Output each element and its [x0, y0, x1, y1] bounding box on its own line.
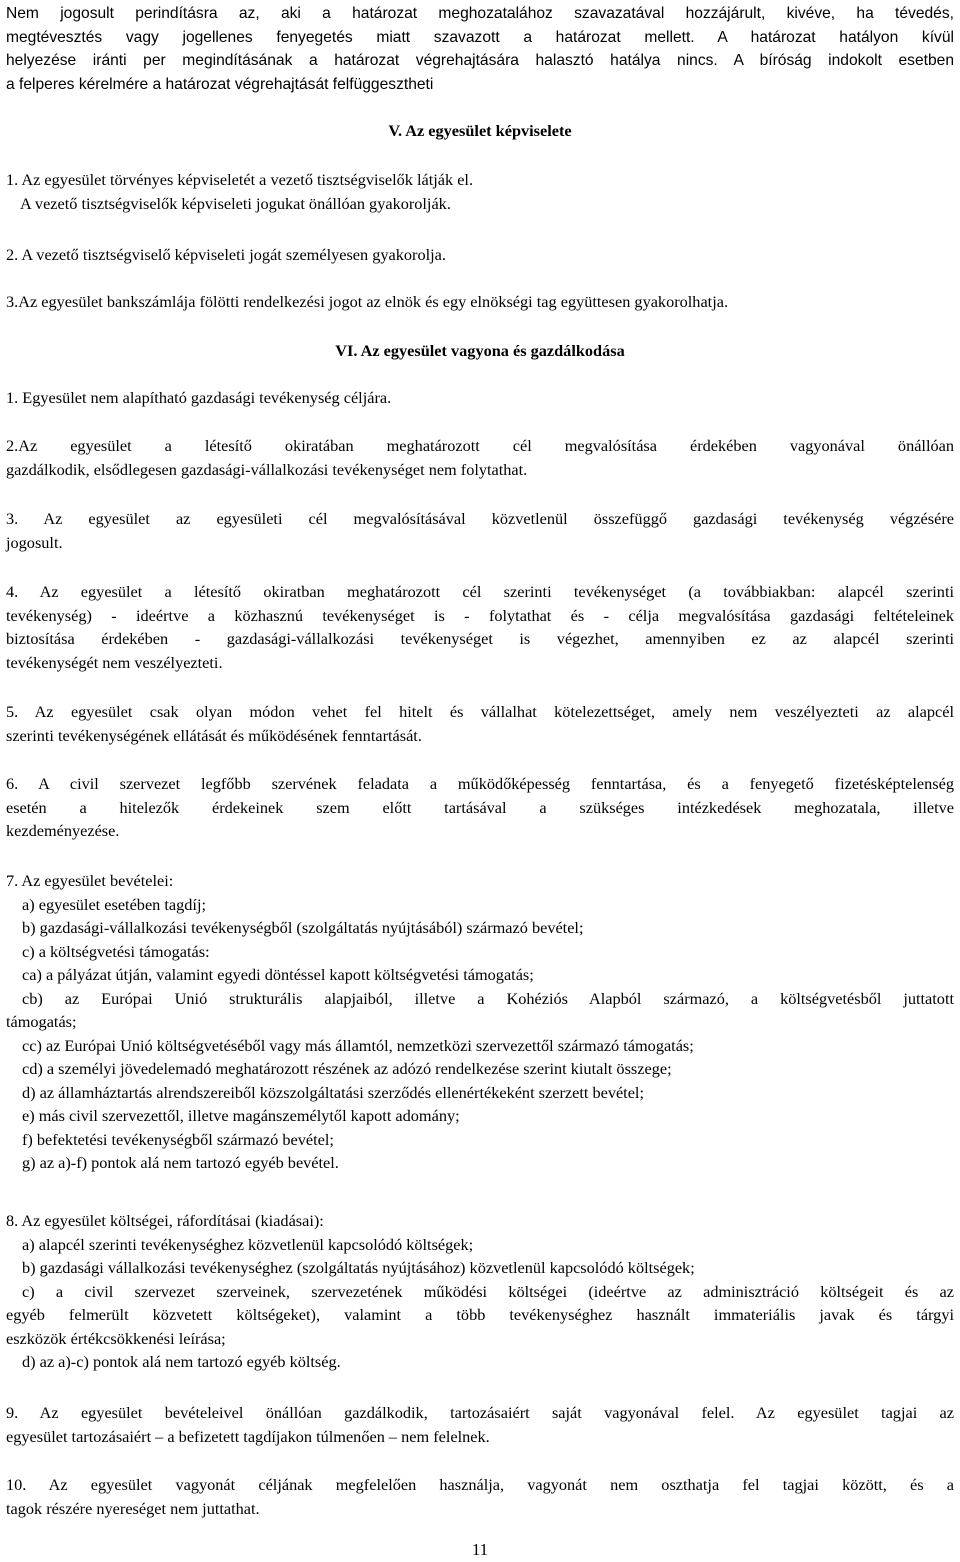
text-line: biztosítása érdekében - gazdasági-vállalkozási tevékenységet is végezhet, amennyiben ez az alapcél szerinti — [6, 629, 954, 648]
section-vi-paragraph-1: 1. Egyesület nem alapítható gazdasági tevékenység céljára. — [6, 388, 392, 407]
section-vi-paragraph-9 — [6, 1401, 954, 1448]
revenues-title: 7. Az egyesület bevételei: — [6, 871, 174, 890]
section-vi-paragraph-4 — [6, 580, 954, 674]
section-heading-v: V. Az egyesület képviselete — [388, 121, 572, 140]
text-line: Nem jogosult perindításra az, aki a határozat meghozatalához szavazatával hozzájárult, kivéve, ha tévedés, — [6, 5, 954, 22]
section-v-paragraph-1-line-1: 1. Az egyesület törvényes képviseletét a vezető tisztségviselők látják el. — [6, 170, 474, 189]
list-item-continuation: egyéb felmerült közvetett költségeket), valamint a több tevékenységhez használt immateriális javak és tárgyi — [6, 1305, 954, 1324]
text-line: jogosult. — [6, 532, 63, 552]
list-item-continuation: eszközök értékcsökkenési leírása; — [6, 1328, 226, 1348]
list-item: c) a civil szervezet szerveinek, szervezetének működési költségei (ideértve az adminisztráció költségeit és az — [22, 1281, 954, 1301]
text-line: 5. Az egyesület csak olyan módon vehet fel hitelt és vállalhat kötelezettséget, amely nem veszélyezteti az alapcél — [6, 702, 954, 721]
section-vi-paragraph-6 — [6, 772, 954, 843]
document-page — [6, 0, 954, 1561]
section-vi-paragraph-10 — [6, 1473, 954, 1520]
list-item: cb) az Európai Unió strukturális alapjaiból, illetve a Kohéziós Alapból származó, a költségvetésből juttatott — [22, 988, 954, 1008]
list-item: g) az a)-f) pontok alá nem tartozó egyéb bevétel. — [22, 1153, 339, 1172]
list-item: cd) a személyi jövedelemadó meghatározott részének az adózó rendelkezése szerint kiutalt összege; — [22, 1059, 672, 1078]
list-item: a) alapcél szerinti tevékenységhez közvetlenül kapcsolódó költségek; — [22, 1234, 474, 1254]
text-line: tevékenységét nem veszélyezteti. — [6, 652, 223, 672]
text-line: tagok részére nyereséget nem juttathat. — [6, 1498, 260, 1518]
text-line: helyezése iránti per megindításának a határozat végrehajtására halasztó hatálya nincs. A bíróság indokolt esetben — [6, 52, 954, 69]
costs-title: 8. Az egyesület költségei, ráfordításai (kiadásai): — [6, 1211, 324, 1230]
section-heading-vi: VI. Az egyesület vagyona és gazdálkodása — [335, 341, 625, 360]
text-line: szerinti tevékenységének ellátását és működésének fenntartását. — [6, 725, 422, 745]
text-line: 6. A civil szervezet legfőbb szervének feladata a működőképesség fenntartása, és a fenyegető fizetésképtelenség — [6, 774, 954, 793]
list-item: d) az államháztartás alrendszereiből közszolgáltatási szerződés ellenértékeként szerzett bevétel; — [22, 1082, 644, 1102]
text-line: a felperes kérelmére a határozat végrehajtását felfüggesztheti — [6, 75, 434, 93]
list-item: d) az a)-c) pontok alá nem tartozó egyéb költség. — [22, 1352, 341, 1371]
paragraph-continuation — [6, 2, 954, 96]
section-v-paragraph-1-line-2: A vezető tisztségviselők képviseleti jogukat önállóan gyakorolják. — [20, 194, 451, 213]
list-item: cc) az Európai Unió költségvetéséből vagy más államtól, nemzetközi szervezettől származó támogatás; — [22, 1035, 694, 1055]
text-line: 4. Az egyesület a létesítő okiratban meghatározott cél szerinti tevékenységet (a továbbiakban: alapcél szerinti — [6, 582, 954, 601]
text-line: gazdálkodik, elsődlegesen gazdasági-vállalkozási tevékenységet nem folytathat. — [6, 459, 528, 479]
section-vi-paragraph-3 — [6, 507, 954, 554]
text-line: 3. Az egyesület az egyesületi cél megvalósításával közvetlenül összefüggő gazdasági tevékenység végzésére — [6, 509, 954, 528]
text-line: egyesület tartozásaiért – a befizetett tagdíjakon túlmenően – nem felelnek. — [6, 1426, 490, 1446]
text-line: 2.Az egyesület a létesítő okiratában meghatározott cél megvalósítása érdekében vagyonával önállóan — [6, 436, 954, 455]
list-item-continuation: támogatás; — [6, 1012, 77, 1031]
text-line: 9. Az egyesület bevételeivel önállóan gazdálkodik, tartozásaiért saját vagyonával felel. Az egyesület tagjai az — [6, 1403, 954, 1422]
text-line: kezdeményezése. — [6, 821, 120, 840]
text-line: megtévesztés vagy jogellenes fenyegetés miatt szavazott a határozat mellett. A határozat hatályon kívül — [6, 28, 954, 46]
section-v-paragraph-2: 2. A vezető tisztségviselő képviseleti jogát személyesen gyakorolja. — [6, 245, 446, 264]
text-line: 10. Az egyesület vagyonát céljának megfelelően használja, vagyonát nem oszthatja fel tagjai között, és a — [6, 1475, 954, 1494]
section-vi-paragraph-8 — [6, 1209, 954, 1374]
section-vi-paragraph-7 — [6, 869, 954, 1175]
list-item: b) gazdasági-vállalkozási tevékenységből (szolgáltatás nyújtásából) származó bevétel; — [22, 918, 584, 937]
section-v-paragraph-3: 3.Az egyesület bankszámlája fölötti rendelkezési jogot az elnök és egy elnökségi tag együttesen gyakorolhatja. — [6, 292, 729, 311]
page-number: 11 — [471, 1540, 489, 1559]
list-item: f) befektetési tevékenységből származó bevétel; — [22, 1129, 334, 1149]
list-item: b) gazdasági vállalkozási tevékenységhez (szolgáltatás nyújtásához) közvetlenül kapcsolódó költségek; — [22, 1258, 695, 1277]
list-item: ca) a pályázat útján, valamint egyedi döntéssel kapott költségvetési támogatás; — [22, 965, 534, 984]
list-item: a) egyesület esetében tagdíj; — [22, 894, 206, 914]
section-vi-paragraph-5 — [6, 700, 954, 747]
list-item: e) más civil szervezettől, illetve magánszemélytől kapott adomány; — [22, 1106, 460, 1125]
text-line: tevékenység) - ideértve a közhasznú tevékenységet is - folytathat és - célja megvalósítása gazdasági feltételeinek — [6, 605, 954, 625]
list-item: c) a költségvetési támogatás: — [22, 941, 210, 961]
section-vi-paragraph-2 — [6, 434, 954, 481]
text-line: esetén a hitelezők érdekeinek szem előtt tartásával a szükséges intézkedések meghozatala, illetve — [6, 797, 954, 817]
